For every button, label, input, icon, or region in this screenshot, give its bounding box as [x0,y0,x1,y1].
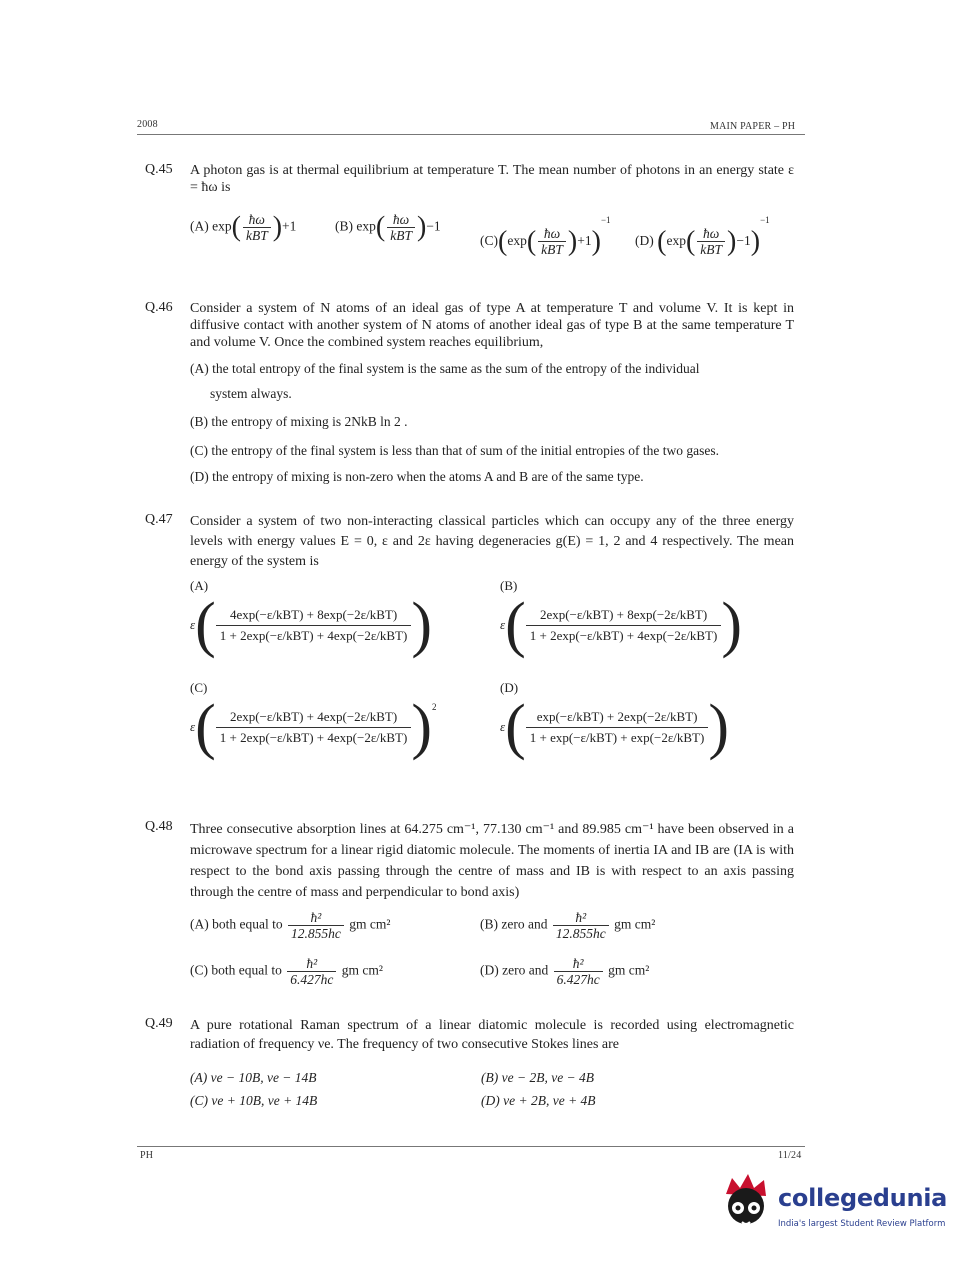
q49-option-a: (A) νe − 10B, νe − 14B [190,1070,317,1085]
footer-page: 11/24 [778,1150,802,1161]
q46-number: Q.46 [145,300,173,315]
q48-option-a: (A) both equal to $\frac{\text{ħ²}}{12.855hc}$ gm cm² [190,910,391,941]
q45-option-b: (B) exp( $\frac{ħ\omega}{\text{kBT}}$ )−1 [335,211,441,243]
q46-option-c: (C) the entropy of the final system is less than that of sum of the initial entropies of the two gases. [190,443,720,458]
q45-option-a: (A) exp( $\frac{ħ\omega}{\text{kBT}}$ )+1 [190,211,297,243]
q45-option-d: (D) (exp( $\frac{ħ\omega}{\text{kBT}}$ )−1)$^{-1}$ [635,215,770,258]
q47-option-d: (D) ε ( exp(−ε/kBT) + 2exp(−2ε/kBT) 1 + exp(−ε/kBT) + exp(−2ε/kBT) ) [500,680,729,761]
q45-number: Q.45 [145,162,173,177]
q46-option-a: (A) the total entropy of the final system is the same as the sum of the entropy of the individual [190,361,700,376]
q46-option-d: (D) the entropy of mixing is non-zero when the atoms A and B are of the same type. [190,469,644,484]
q46-option-a-cont: system always. [210,386,292,401]
q49-text: A pure rotational Raman spectrum of a linear diatomic molecule is recorded using electromagnetic radiation of frequency νe. The frequency of two consecutive Stokes lines are [190,1018,794,1052]
header-rule [137,134,805,135]
q45-option-c: (C)(exp( $\frac{ħ\omega}{\text{kBT}}$ )+1)$^{-1}$ [480,215,611,258]
q45-text: A photon gas is at thermal equilibrium at temperature T. The mean number of photons in an energy state ε = ħω is [190,163,794,195]
footer-rule [137,1146,805,1147]
q48-option-c: (C) both equal to $\frac{\text{ħ²}}{6.427hc}$ gm cm² [190,956,383,987]
q47-option-b: (B) ε ( 2exp(−ε/kBT) + 8exp(−2ε/kBT) 1 + 2exp(−ε/kBT) + 4exp(−2ε/kBT) ) [500,578,742,659]
q48-option-b: (B) zero and $\frac{\text{ħ²}}{12.855hc}$ gm cm² [480,910,656,941]
brand-tagline: India's largest Student Review Platform [778,1219,946,1229]
q48-option-d: (D) zero and $\frac{\text{ħ²}}{6.427hc}$ gm cm² [480,956,650,987]
q49-number: Q.49 [145,1016,173,1031]
q49-option-d: (D) νe + 2B, νe + 4B [481,1093,596,1108]
q47-text: Consider a system of two non-interacting classical particles which can occupy any of the three energy levels with energy values E = 0, ε and 2ε having degeneracies g(E) = 1, 2 and 4 respectively. The mean energy of the system is [190,514,794,569]
header-paper: MAIN PAPER – PH [710,121,796,132]
q47-option-a: (A) ε ( 4exp(−ε/kBT) + 8exp(−2ε/kBT) 1 + 2exp(−ε/kBT) + 4exp(−2ε/kBT) ) [190,578,432,659]
q46-text: Consider a system of N atoms of an ideal gas of type A at temperature T and volume V. It is kept in diffusive contact with another system of N atoms of another ideal gas of type B at the same temperature T and volume V. Once the combined system reaches equilibrium, [190,301,794,350]
q49-option-c: (C) νe + 10B, νe + 14B [190,1093,318,1108]
footer-code: PH [140,1150,154,1161]
header-year: 2008 [137,119,158,130]
q46-option-b: (B) the entropy of mixing is 2NkB ln 2 . [190,414,408,429]
q47-option-c: (C) ε ( 2exp(−ε/kBT) + 4exp(−2ε/kBT) 1 + 2exp(−ε/kBT) + 4exp(−2ε/kBT) ) 2 [190,680,437,761]
q47-number: Q.47 [145,512,173,527]
q48-text: Three consecutive absorption lines at 64.275 cm⁻¹, 77.130 cm⁻¹ and 89.985 cm⁻¹ have been observed in a microwave spectrum for a linear rigid diatomic molecule. The moments of inertia IA and IB are (IA is with respect to the bond axis passing through the centre of mass and IB is with respect to an axis passing through the centre of mass and perpendicular to bond axis) [190,822,794,900]
collegedunia-logo[interactable] [718,1170,948,1242]
brand-name: collegedunia [778,1184,948,1212]
q48-number: Q.48 [145,819,173,834]
q49-option-b: (B) νe − 2B, νe − 4B [481,1070,595,1085]
mascot-icon [718,1172,776,1232]
